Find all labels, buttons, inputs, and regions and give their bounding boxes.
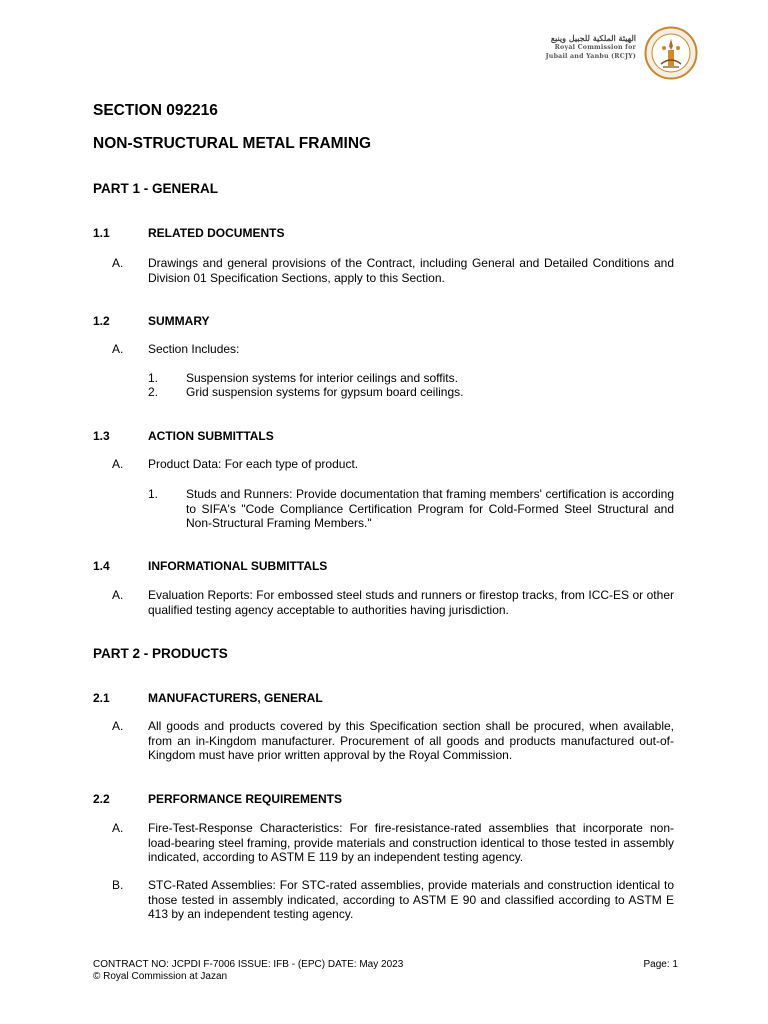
paragraph-text: Section Includes: [148, 342, 240, 356]
paragraph-label: A. [112, 457, 124, 471]
paragraph-label: B. [112, 878, 124, 892]
paragraph-label: A. [112, 342, 124, 356]
paragraph-label: A. [112, 256, 124, 270]
article-number: 1.3 [93, 429, 110, 443]
list-item-text: Studs and Runners: Provide documentation that framing members' certification is according to SIFA's "Code Compliance Certification Program for Cold-Formed Steel Structural and Non-Structural Framing Members." [186, 487, 674, 530]
part1-heading: PART 1 - GENERAL [93, 181, 219, 196]
paragraph-text: STC-Rated Assemblies: For STC-rated assemblies, provide materials and construction identical to those tested in assembly indicated, according to ASTM E 90 and classified according to ASTM E 413 by an independent testing agency. [148, 878, 674, 921]
article-number: 1.1 [93, 226, 110, 240]
list-item-number: 2. [148, 385, 159, 399]
article-title-performance-requirements: PERFORMANCE REQUIREMENTS [148, 792, 343, 806]
article-title-informational-submittals: INFORMATIONAL SUBMITTALS [148, 559, 328, 573]
paragraph-label: A. [112, 588, 124, 602]
article-title-manufacturers: MANUFACTURERS, GENERAL [148, 691, 323, 705]
paragraph-text: Product Data: For each type of product. [148, 457, 359, 471]
list-item-text: Grid suspension systems for gypsum board ceilings. [186, 385, 464, 399]
list-item-text: Suspension systems for interior ceilings and soffits. [186, 371, 458, 385]
paragraph-label: A. [112, 719, 124, 733]
list-item-number: 1. [148, 487, 159, 501]
paragraph-label: A. [112, 821, 124, 835]
paragraph-text: Fire-Test-Response Characteristics: For fire-resistance-rated assemblies that incorporate non-load-bearing steel framing, provide materials and construction identical to those tested in assembly indicated, according to ASTM E 119 by an independent testing agency. [148, 821, 674, 864]
article-number: 1.4 [93, 559, 110, 573]
logo-arabic-name: الهيئة الملكية للجبيل وينبع [550, 33, 636, 43]
paragraph-text: Evaluation Reports: For embossed steel studs and runners or firestop tracks, from ICC-ES or other qualified testing agency acceptable to authorities having jurisdiction. [148, 588, 674, 617]
logo-text [538, 34, 636, 61]
article-title-action-submittals: ACTION SUBMITTALS [148, 429, 274, 443]
list-item-number: 1. [148, 371, 159, 385]
article-number: 2.1 [93, 691, 110, 705]
article-title-related-documents: RELATED DOCUMENTS [148, 226, 285, 240]
paragraph-text: Drawings and general provisions of the Contract, including General and Detailed Conditions and Division 01 Specification Sections, apply to this Section. [148, 256, 674, 285]
header-logo [538, 26, 700, 80]
section-title: NON-STRUCTURAL METAL FRAMING [93, 135, 372, 152]
article-title-summary: SUMMARY [148, 314, 210, 328]
rcjy-seal-icon [644, 26, 698, 80]
section-number: SECTION 092216 [93, 102, 218, 119]
footer-page-number: Page: 1 [643, 959, 678, 970]
article-number: 1.2 [93, 314, 110, 328]
logo-english-line2: Jubail and Yanbu (RCJY) [545, 53, 636, 60]
footer-copyright: © Royal Commission at Jazan [93, 971, 228, 982]
article-number: 2.2 [93, 792, 110, 806]
part2-heading: PART 2 - PRODUCTS [93, 646, 228, 661]
logo-english-line1: Royal Commission for [554, 44, 636, 51]
footer-contract: CONTRACT NO: JCPDI F-7006 ISSUE: IFB - (EPC) DATE: May 2023 [93, 959, 404, 970]
paragraph-text: All goods and products covered by this Specification section shall be procured, when available, from an in-Kingdom manufacturer. Procurement of all goods and products manufactured out-of-Kingdom must have prior written approval by the Royal Commission. [148, 719, 674, 762]
